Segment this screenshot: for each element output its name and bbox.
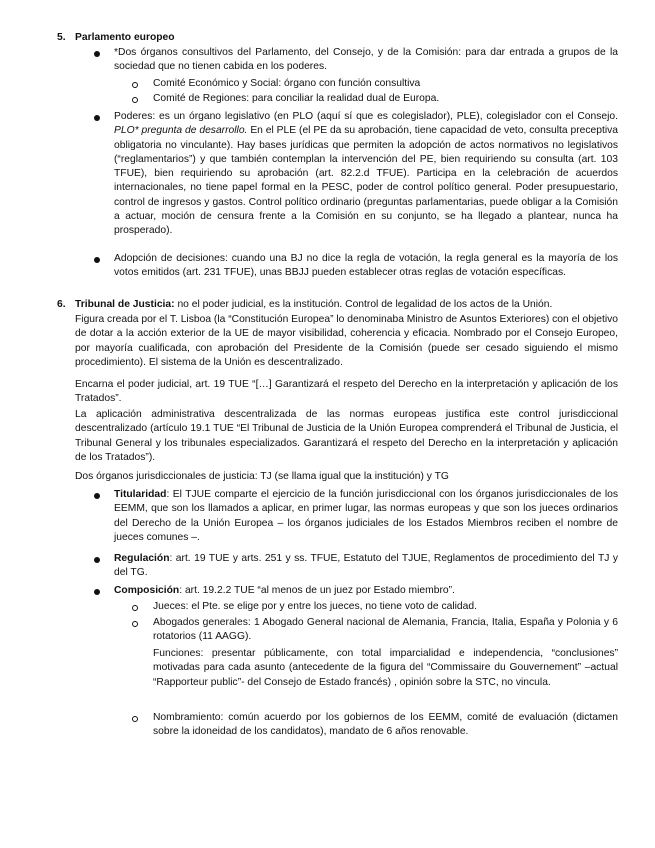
section-number: 6. bbox=[57, 299, 66, 310]
regulacion-text: : art. 19 TUE y arts. 251 y ss. TFUE, Estatuto del TJUE, Reglamentos de procedimiento del TJ y del TG. bbox=[114, 553, 618, 579]
paragraph-encarna: Encarna el poder judicial, art. 19 TUE “[…] Garantizará el respeto del Derecho en la interpretación y aplicación de los Tratados”. bbox=[75, 379, 618, 405]
bullet-icon bbox=[94, 257, 100, 263]
circle-bullet-icon bbox=[132, 621, 138, 627]
titularidad-text: : El TJUE comparte el ejercicio de la función jurisdiccional con los órganos jurisdiccionales de los EEMM, que son los llamados a aplicar, en primer lugar, las normas europeas y que son los jueces ordinarios del Derecho de la Unión Europea – los órganos judiciales de los Estados Miembros reciben el nombre de jueces comunes –. bbox=[114, 489, 618, 543]
section-number: 5. bbox=[57, 32, 66, 43]
poderes-item bbox=[114, 110, 618, 239]
regulacion-item bbox=[114, 552, 618, 581]
funciones-paragraph: Funciones: presentar públicamente, con total imparcialidad e independencia, “conclusiones” motivadas para cada asunto (antecedente de la figura del “Commissaire du Gouvernement” –actual “Rapporteur public”- del Consejo de Estado francés) , opinión sobre la STC, no vincula. bbox=[153, 648, 618, 688]
poderes-italic-note: PLO* pregunta de desarrollo. bbox=[114, 125, 248, 137]
section-title: Parlamento europeo bbox=[75, 32, 175, 43]
circle-bullet-icon bbox=[132, 716, 138, 722]
section-title: Tribunal de Justicia: bbox=[75, 299, 175, 310]
section-5-heading bbox=[57, 31, 175, 45]
bullet-icon bbox=[94, 115, 100, 121]
circle-bullet-icon bbox=[132, 82, 138, 88]
composicion-item bbox=[114, 584, 618, 598]
organos-consultivos-item: *Dos órganos consultivos del Parlamento, del Consejo, y de la Comisión: para dar entrada a grupos de la sociedad que no tienen cabida en los poderes. bbox=[114, 47, 618, 73]
adopcion-decisiones-item: Adopción de decisiones: cuando una BJ no dice la regla de votación, la regla general es la mayoría de los votos emitidos (art. 231 TFUE), unas BBJJ pueden establecer otras reglas de votación específicas. bbox=[114, 253, 618, 279]
abogados-generales-item: Abogados generales: 1 Abogado General nacional de Alemania, Francia, Italia, España y Polonia y 6 rotatorios (11 AAGG). bbox=[153, 617, 618, 643]
paragraph-organos: Dos órganos jurisdiccionales de justicia: TJ (se llama igual que la institución) y TG bbox=[75, 471, 449, 482]
paragraph-figura: Figura creada por el T. Lisboa (la “Constitución Europea” lo denominaba Ministro de Asuntos Exteriores) con el objetivo de dotar a la acción exterior de la UE de mayor visibilidad, coherencia y eficacia. Nombrado por el Consejo Europeo, por mayoría cualificada, con aprobación del Presidente de la Comisión (puede ser cesado siguiendo el mismo procedimiento). El sistema de la Unión es descentralizado. bbox=[75, 314, 618, 368]
section-intro: no el poder judicial, es la institución. Control de legalidad de los actos de la Unión. bbox=[177, 299, 553, 310]
composicion-label: Composición bbox=[114, 585, 180, 596]
bullet-icon bbox=[94, 493, 100, 499]
titularidad-label: Titularidad bbox=[114, 489, 167, 500]
circle-bullet-icon bbox=[132, 97, 138, 103]
nombramiento-item: Nombramiento: común acuerdo por los gobiernos de los EEMM, comité de evaluación (dictamen sobre la idoneidad de los candidatos), mandato de 6 años renovable. bbox=[153, 712, 618, 738]
circle-bullet-icon bbox=[132, 605, 138, 611]
poderes-text-a: Poderes: es un órgano legislativo (en PLO (aquí sí que es colegislador), PLE), colegislador con el Consejo. bbox=[114, 111, 618, 122]
regulacion-label: Regulación bbox=[114, 553, 170, 564]
comite-regiones-item: Comité de Regiones: para conciliar la realidad dual de Europa. bbox=[153, 93, 440, 104]
section-6-heading bbox=[57, 298, 618, 312]
comite-economico-item: Comité Económico y Social: órgano con función consultiva bbox=[153, 78, 421, 89]
poderes-text-b: En el PLE (el PE da su aprobación, tiene capacidad de veto, consulta preceptiva obligatoria no vinculante). Hay bases jurídicas que permiten la adopción de actos normativos no legislativos (“reglamentarios”) y que también contemplan la intervención del PE, bien requiriendo su consulta (art. 103 TFUE), bien requiriendo su aprobación (art. 82.2.d TFUE). Participa en la celebración de acuerdos internacionales, no tiene papel formal en la PESC, poder de control político general. Poder presupuestario, control de ingresos y gastos. Control político ordinario (preguntas parlamentarias, puede obligar a la Comisión a actuar, moción de censura frente a la Comisión en su conjunto, se ha llegado a plantear, nunca ha prosperado). bbox=[114, 125, 618, 237]
composicion-text: : art. 19.2.2 TUE “al menos de un juez por Estado miembro”. bbox=[179, 585, 455, 596]
bullet-icon bbox=[94, 557, 100, 563]
bullet-icon bbox=[94, 589, 100, 595]
paragraph-aplicacion: La aplicación administrativa descentralizada de las normas europeas justifica este control jurisdiccional descentralizado (artículo 19.1 TUE “El Tribunal de Justicia de la Unión Europea comprenderá el Tribunal de Justicia, el Tribunal General y los tribunales especializados. Garantizará el respeto del Derecho en la interpretación y aplicación de los Tratados”). bbox=[75, 409, 618, 463]
jueces-item: Jueces: el Pte. se elige por y entre los jueces, no tiene voto de calidad. bbox=[153, 601, 477, 612]
titularidad-item bbox=[114, 488, 618, 545]
bullet-icon bbox=[94, 51, 100, 57]
